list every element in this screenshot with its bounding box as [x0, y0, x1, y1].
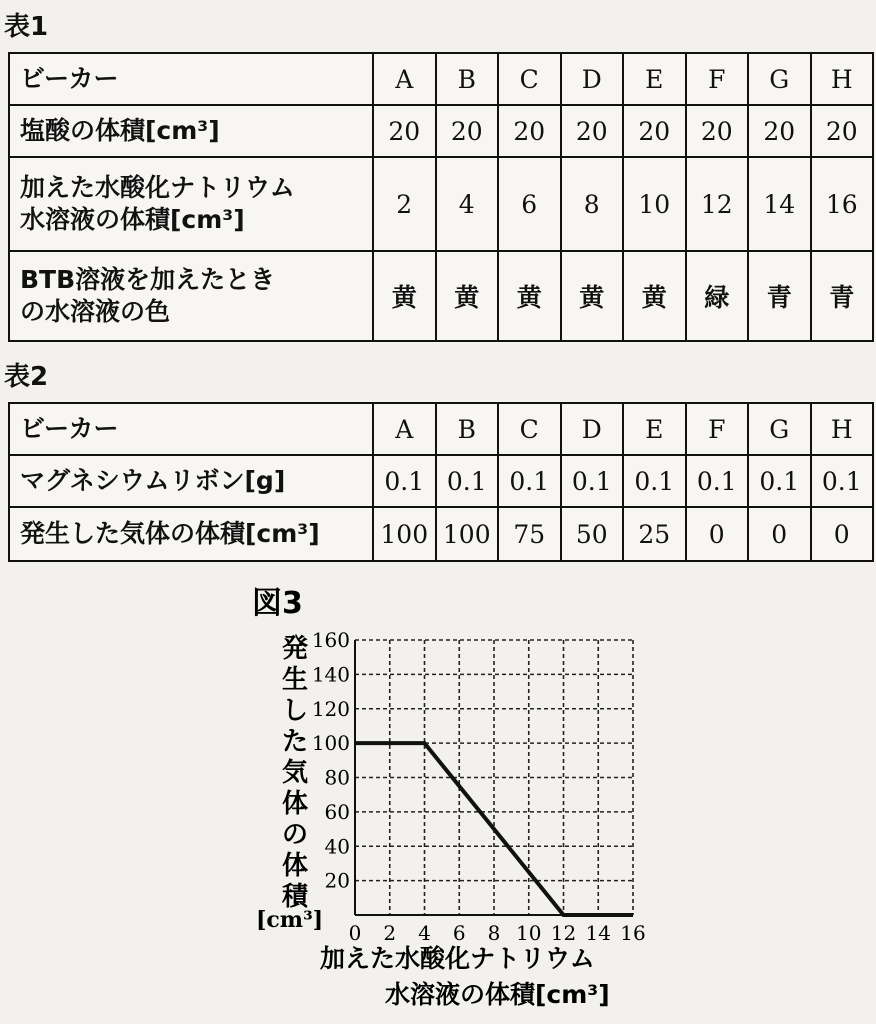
table2 — [8, 402, 874, 562]
table-cell: 0 — [811, 507, 874, 561]
table2-col-h: H — [811, 403, 874, 455]
table-cell: 青 — [811, 251, 874, 341]
table-cell: 2 — [373, 157, 436, 251]
y-tick-label: 120 — [311, 696, 350, 721]
table1-row-label: 塩酸の体積[cm³] — [9, 105, 373, 157]
table-cell: 0.1 — [373, 455, 436, 507]
row-label-line: 加えた水酸化ナトリウム — [20, 173, 295, 202]
table-cell: 20 — [436, 105, 499, 157]
table-cell: 25 — [623, 507, 686, 561]
table2-caption: 表2 — [4, 362, 49, 392]
table1-col-g: G — [748, 53, 811, 105]
table1-row-naoh — [9, 157, 873, 251]
row-label-line: 水溶液の体積[cm³] — [20, 205, 245, 234]
table1-col-b: B — [436, 53, 499, 105]
table-cell: 75 — [498, 507, 561, 561]
table1-header-row — [9, 53, 873, 105]
table2-col-f: F — [686, 403, 749, 455]
table-cell: 青 — [748, 251, 811, 341]
table-cell: 0.1 — [748, 455, 811, 507]
table2-row-label: 発生した気体の体積[cm³] — [9, 507, 373, 561]
chart-grid — [355, 640, 633, 915]
table-cell: 50 — [561, 507, 624, 561]
table2-header-label: ビーカー — [9, 403, 373, 455]
table-cell: 0.1 — [811, 455, 874, 507]
table2-row-label: マグネシウムリボン[g] — [9, 455, 373, 507]
table-cell: 0.1 — [498, 455, 561, 507]
x-tick-label: 8 — [487, 921, 501, 945]
x-tick-label: 12 — [550, 921, 577, 945]
y-label-char: 体 — [281, 851, 309, 881]
table1-col-c: C — [498, 53, 561, 105]
x-tick-label: 6 — [452, 921, 466, 945]
y-label-char: 体 — [281, 789, 309, 819]
table2-row-gas — [9, 507, 873, 561]
table-cell: 100 — [436, 507, 499, 561]
table2-col-g: G — [748, 403, 811, 455]
x-tick-label: 10 — [516, 921, 542, 945]
table-cell: 0.1 — [561, 455, 624, 507]
table-cell: 6 — [498, 157, 561, 251]
table2-col-c: C — [498, 403, 561, 455]
y-tick-label: 80 — [324, 765, 350, 790]
table1-col-d: D — [561, 53, 624, 105]
x-axis-label-line2: 水溶液の体積[cm³] — [385, 980, 610, 1009]
table-cell: 20 — [373, 105, 436, 157]
x-tick-label: 2 — [383, 921, 397, 945]
chart-title: 図3 — [252, 586, 303, 621]
table-cell: 20 — [811, 105, 874, 157]
table1-col-h: H — [811, 53, 874, 105]
y-tick-label: 100 — [311, 731, 350, 756]
y-tick-label: 40 — [324, 834, 350, 859]
table1-row-label — [9, 251, 373, 341]
table2-col-e: E — [623, 403, 686, 455]
table-cell: 黄 — [623, 251, 686, 341]
figure3-chart — [240, 575, 660, 1020]
y-label-char: 生 — [281, 665, 309, 695]
y-label-char: 発 — [281, 634, 309, 664]
row-label-line: の水溶液の色 — [20, 297, 171, 326]
table1-row-label — [9, 157, 373, 251]
table-cell: 緑 — [686, 251, 749, 341]
y-label-char: の — [281, 820, 309, 850]
y-axis-ticks — [312, 628, 350, 893]
table-cell: 黄 — [373, 251, 436, 341]
table-cell: 16 — [811, 157, 874, 251]
table-cell: 20 — [686, 105, 749, 157]
y-label-char: 積 — [281, 882, 309, 912]
table1-caption: 表1 — [4, 12, 49, 42]
table-cell: 8 — [561, 157, 624, 251]
table-cell: 20 — [623, 105, 686, 157]
x-tick-label: 14 — [585, 921, 611, 945]
table-cell: 14 — [748, 157, 811, 251]
x-tick-label: 4 — [418, 921, 431, 945]
table1-col-e: E — [623, 53, 686, 105]
table-cell: 20 — [561, 105, 624, 157]
table-cell: 0 — [686, 507, 749, 561]
table-cell: 0.1 — [436, 455, 499, 507]
table-cell: 12 — [686, 157, 749, 251]
table-cell: 20 — [498, 105, 561, 157]
x-axis-ticks — [349, 921, 646, 945]
y-tick-label: 160 — [311, 628, 350, 652]
table-cell: 黄 — [561, 251, 624, 341]
y-tick-label: 20 — [324, 868, 350, 893]
table-cell: 20 — [748, 105, 811, 157]
y-tick-label: 60 — [324, 799, 350, 824]
table-cell: 100 — [373, 507, 436, 561]
table-cell: 4 — [436, 157, 499, 251]
table-cell: 0.1 — [623, 455, 686, 507]
y-label-char: し — [281, 696, 309, 726]
y-axis-unit: [cm³] — [256, 907, 324, 933]
y-tick-label: 140 — [311, 662, 350, 687]
table-cell: 0 — [748, 507, 811, 561]
y-axis-label — [281, 633, 310, 912]
y-label-char: た — [281, 727, 309, 757]
table-cell: 黄 — [498, 251, 561, 341]
row-label-line: BTB溶液を加えたとき — [20, 265, 276, 294]
table-cell: 0.1 — [686, 455, 749, 507]
table1-row-btb — [9, 251, 873, 341]
table2-row-mg — [9, 455, 873, 507]
table1-col-f: F — [686, 53, 749, 105]
table-cell: 黄 — [436, 251, 499, 341]
table1 — [8, 52, 874, 342]
table2-col-a: A — [373, 403, 436, 455]
table-cell: 10 — [623, 157, 686, 251]
table2-header-row — [9, 403, 873, 455]
table2-col-d: D — [561, 403, 624, 455]
x-tick-label: 0 — [348, 921, 362, 945]
table2-col-b: B — [436, 403, 499, 455]
table1-header-label: ビーカー — [9, 53, 373, 105]
y-label-char: 気 — [281, 758, 309, 788]
table1-col-a: A — [373, 53, 436, 105]
x-axis-label-line1: 加えた水酸化ナトリウム — [320, 944, 595, 973]
table1-row-hcl — [9, 105, 873, 157]
x-tick-label: 16 — [620, 921, 646, 945]
